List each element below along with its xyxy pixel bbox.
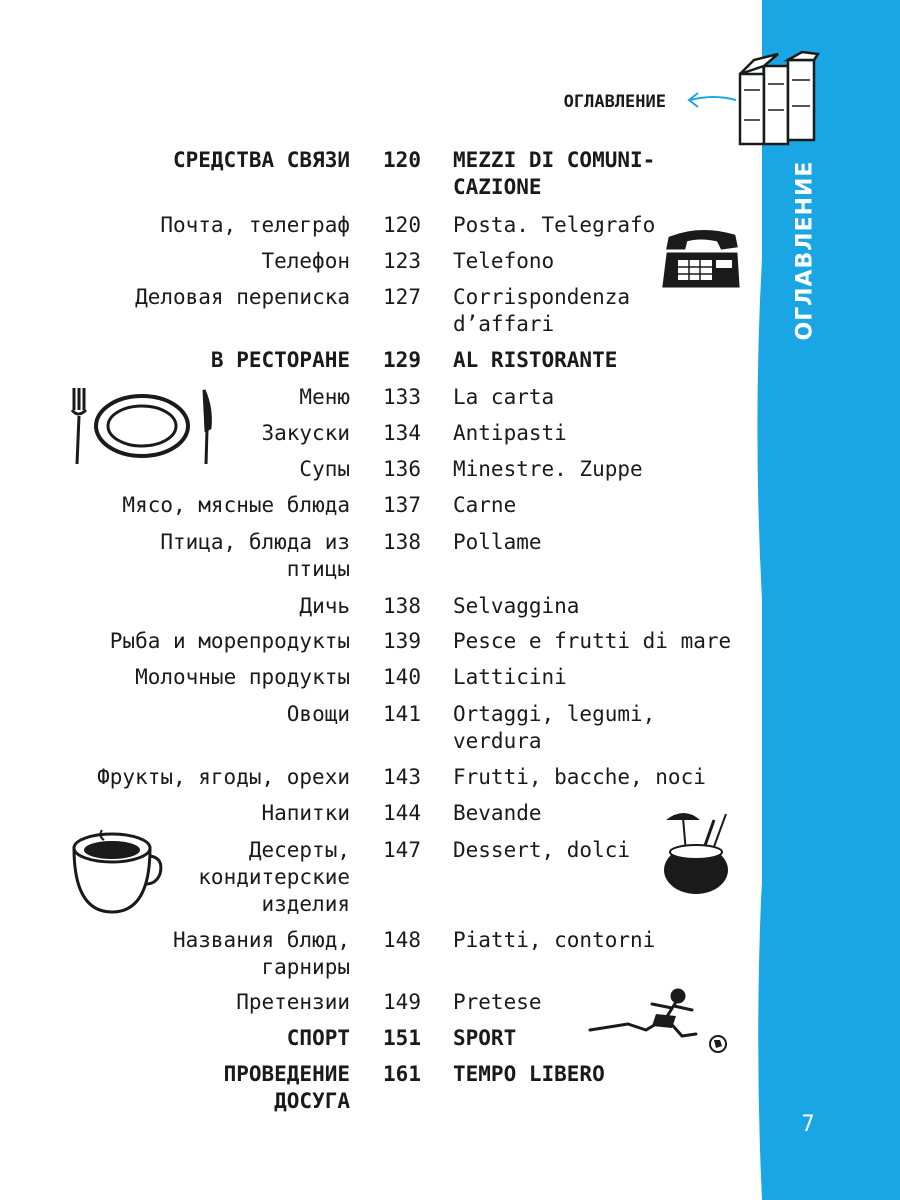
entry-it-title: La carta bbox=[453, 385, 555, 409]
entry-it-title: Pollame bbox=[453, 530, 542, 554]
entry-page: 136 bbox=[383, 457, 421, 481]
entry-it-title: Piatti, contorni bbox=[453, 928, 656, 952]
entry-page: 133 bbox=[383, 385, 421, 409]
entry-page: 120 bbox=[383, 148, 421, 172]
side-title-text: ОГЛАВЛЕНИЕ bbox=[792, 160, 818, 340]
entry-page: 151 bbox=[383, 1026, 421, 1050]
entry-ru-title: Телефон bbox=[261, 249, 350, 273]
entry-page: 127 bbox=[383, 285, 421, 309]
entry-it-title: Frutti, bacche, noci bbox=[453, 765, 706, 789]
telephone-icon bbox=[656, 224, 746, 296]
entry-ru-title: Меню bbox=[299, 385, 350, 409]
entry-ru-title: Супы bbox=[299, 457, 350, 481]
cocktail-coconut-icon bbox=[656, 806, 740, 896]
entry-it-title: Pretese bbox=[453, 990, 542, 1014]
entry-it-title: SPORT bbox=[453, 1026, 517, 1050]
entry-page: 148 bbox=[383, 928, 421, 952]
entry-page: 138 bbox=[383, 530, 421, 554]
entry-page: 161 bbox=[383, 1062, 421, 1086]
entry-ru-title: Молочные продукты bbox=[135, 665, 350, 689]
entry-it-title: AL RISTORANTE bbox=[453, 348, 618, 372]
page-number: 7 bbox=[801, 1112, 815, 1137]
entry-it-title: Latticini bbox=[453, 665, 567, 689]
entry-page: 141 bbox=[383, 702, 421, 726]
entry-it-title: Dessert, dolci bbox=[453, 838, 631, 862]
entry-page: 137 bbox=[383, 493, 421, 517]
entry-page: 138 bbox=[383, 594, 421, 618]
entry-it-title: TEMPO LIBERO bbox=[453, 1062, 605, 1086]
entry-page: 143 bbox=[383, 765, 421, 789]
entry-it-title: Minestre. Zuppe bbox=[453, 457, 643, 481]
entry-it-title: Ortaggi, legumi, verdura bbox=[453, 702, 656, 753]
entry-it-title: Bevande bbox=[453, 801, 542, 825]
entry-ru-title: Закуски bbox=[261, 421, 350, 445]
entry-it-title: Antipasti bbox=[453, 421, 567, 445]
entry-ru-title: ПРОВЕДЕНИЕ ДОСУГА bbox=[223, 1062, 350, 1113]
entry-ru-title: Деловая переписка bbox=[135, 285, 350, 309]
entry-ru-title: Напитки bbox=[261, 801, 350, 825]
entry-page: 147 bbox=[383, 838, 421, 862]
entry-it-title: Carne bbox=[453, 493, 517, 517]
entry-ru-title: Названия блюд, гарниры bbox=[172, 928, 350, 979]
entry-ru-title: В РЕСТОРАНЕ bbox=[210, 348, 350, 372]
entry-ru-title: Почта, телеграф bbox=[160, 213, 350, 237]
entry-page: 134 bbox=[383, 421, 421, 445]
entry-page: 123 bbox=[383, 249, 421, 273]
entry-ru-title: Дичь bbox=[299, 594, 350, 618]
entry-ru-title: Десерты, кондитерские изделия bbox=[198, 838, 350, 916]
football-player-icon bbox=[586, 984, 740, 1064]
plate-cutlery-icon bbox=[60, 384, 224, 470]
entry-ru-title: Фрукты, ягоды, орехи bbox=[97, 765, 350, 789]
running-head: ОГЛАВЛЕНИЕ bbox=[563, 92, 666, 112]
entry-ru-title: Претензии bbox=[236, 990, 350, 1014]
entry-ru-title: СПОРТ bbox=[286, 1026, 350, 1050]
entry-it-title: Telefono bbox=[453, 249, 555, 273]
entry-ru-title: СРЕДСТВА СВЯЗИ bbox=[172, 148, 350, 172]
entry-it-title: Posta. Telegrafo bbox=[453, 213, 656, 237]
side-title bbox=[760, 160, 850, 340]
entry-page: 139 bbox=[383, 629, 421, 653]
entry-ru-title: Овощи bbox=[286, 702, 350, 726]
entry-page: 149 bbox=[383, 990, 421, 1014]
entry-ru-title: Птица, блюда из птицы bbox=[160, 530, 350, 581]
entry-it-title: MEZZI DI COMUNI-CAZIONE bbox=[453, 148, 656, 199]
entry-page: 144 bbox=[383, 801, 421, 825]
entry-page: 120 bbox=[383, 213, 421, 237]
entry-ru-title: Мясо, мясные блюда bbox=[122, 493, 350, 517]
entry-it-title: Corrispondenza d’affari bbox=[453, 285, 631, 336]
entry-it-title: Selvaggina bbox=[453, 594, 580, 618]
coffee-cup-icon bbox=[66, 826, 166, 916]
entry-page: 140 bbox=[383, 665, 421, 689]
entry-it-title: Pesce e frutti di mare bbox=[453, 629, 732, 653]
entry-ru-title: Рыба и морепродукты bbox=[109, 629, 350, 653]
entry-page: 129 bbox=[383, 348, 421, 372]
